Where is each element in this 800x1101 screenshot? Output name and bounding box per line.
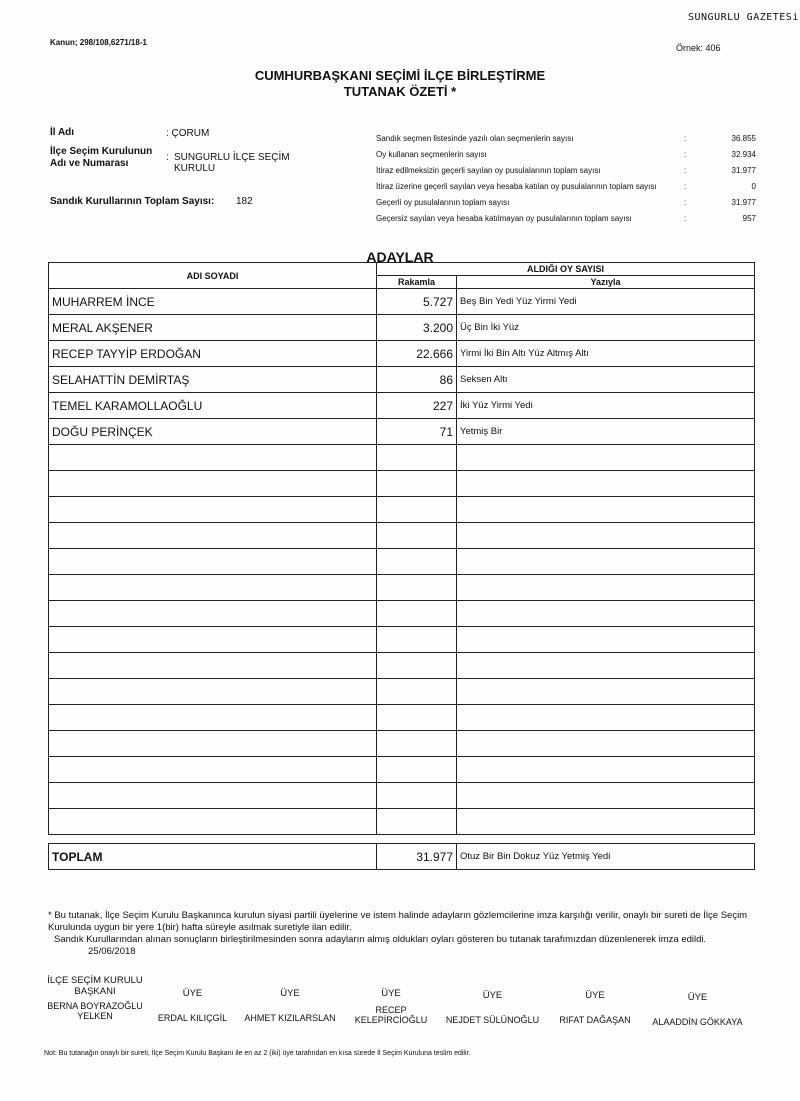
- council-value-line-1: SUNGURLU İLÇE SEÇİM: [174, 152, 290, 163]
- candidate-name: MERAL AKŞENER: [49, 315, 377, 341]
- signature-name: RECEP KELEPİRCİOĞLU: [354, 1005, 428, 1025]
- empty-row: [49, 471, 755, 497]
- signature-role: İLÇE SEÇİM KURULU BAŞKANI: [47, 975, 143, 997]
- signature-name: BERNA BOYRAZOĞLU YELKEN: [47, 1001, 143, 1021]
- stat-label: Geçersiz sayılan veya hesaba katılmayan oy pusulalarının toplam sayısı: [376, 213, 632, 223]
- candidates-table: [48, 262, 755, 870]
- total-row: [49, 844, 755, 870]
- stat-row: Sandık seçmen listesinde yazılı olan seçmenlerin sayısı : 36.855: [376, 133, 756, 143]
- footnote-line-1: * Bu tutanak, İlçe Seçim Kurulu Başkanınca kurulun siyasi partili üyelerine ve istem halinde adayların gözlemcilerine imza karşılığı verilir, onaylı bir sureti de İlçe Seçim Kurulunda uygun bir yere 1(bir) hafta süreyle asılmak suretiyle ilan edilir.: [48, 910, 748, 933]
- signature-role: ÜYE: [182, 988, 203, 999]
- empty-row: [49, 731, 755, 757]
- province-value: : ÇORUM: [166, 128, 210, 139]
- candidate-name: SELAHATTİN DEMİRTAŞ: [49, 367, 377, 393]
- signature-role: ÜYE: [482, 990, 503, 1001]
- stat-row: İtiraz edilmeksizin geçerli sayılan oy pusulalarının toplam sayısı : 31.977: [376, 165, 756, 175]
- votes-number: 86: [377, 367, 457, 393]
- votes-words: Üç Bin İki Yüz: [457, 315, 755, 341]
- table-row: [49, 341, 755, 367]
- signature-block: [440, 990, 545, 1025]
- candidates-heading: ADAYLAR: [366, 249, 434, 265]
- votes-number: 22.666: [377, 341, 457, 367]
- candidate-name: MUHARREM İNCE: [49, 289, 377, 315]
- votes-number: 5.727: [377, 289, 457, 315]
- empty-row: [49, 497, 755, 523]
- empty-row: [49, 757, 755, 783]
- stat-row: Geçersiz sayılan veya hesaba katılmayan oy pusulalarının toplam sayısı : 957: [376, 213, 756, 223]
- candidate-name: TEMEL KARAMOLLAOĞLU: [49, 393, 377, 419]
- stat-row: Geçerli oy pusulalarının toplam sayısı : 31.977: [376, 197, 756, 207]
- spacer-row: [49, 835, 755, 844]
- empty-row: [49, 549, 755, 575]
- candidate-name: DOĞU PERİNÇEK: [49, 419, 377, 445]
- vote-statistics: [376, 130, 756, 226]
- header-votes: ALDIĞI OY SAYISI: [377, 263, 755, 276]
- province-label: İl Adı: [50, 127, 75, 138]
- title-line-2: TUTANAK ÖZETİ *: [343, 84, 457, 99]
- newspaper-stamp: SUNGURLU GAZETESi: [688, 12, 799, 23]
- stat-value: 32.934: [731, 149, 756, 159]
- council-label: [50, 146, 152, 170]
- signature-name: AHMET KIZILARSLAN: [244, 1013, 336, 1023]
- empty-row: [49, 601, 755, 627]
- council-colon: :: [166, 152, 169, 163]
- header-yaziyla: Yazıyla: [457, 276, 755, 289]
- signature-role: ÜYE: [687, 992, 708, 1003]
- empty-row: [49, 705, 755, 731]
- law-reference: Kanun; 298/108,6271/18-1: [50, 38, 147, 47]
- footnote-line-2: Sandık Kurullarından alınan sonuçların birleştirilmesinden sonra adayların almış oldukları oyları gösteren bu tutanak tarafımızdan düzenlenerek imza edildi.: [54, 934, 707, 945]
- stat-row: Oy kullanan seçmenlerin sayısı : 32.934: [376, 149, 756, 159]
- signature-role: ÜYE: [585, 990, 605, 1001]
- signature-name: ALAADDİN GÖKKAYA: [652, 1017, 743, 1027]
- votes-words: Yetmiş Bir: [457, 419, 755, 445]
- table-row: [49, 315, 755, 341]
- stat-row: İtiraz üzerine geçerli sayılan veya hesaba katılan oy pusulalarının toplam sayısı : 0: [376, 181, 756, 191]
- empty-row: [49, 445, 755, 471]
- empty-row: [49, 653, 755, 679]
- stat-value: 957: [742, 213, 756, 223]
- stat-label: Oy kullanan seçmenlerin sayısı: [376, 149, 487, 159]
- table-row: [49, 367, 755, 393]
- footer-note: Not: Bu tutanağın onaylı bir sureti, İlçe Seçim Kurulu Başkanı ile en az 2 (iki) üye tarafından en kısa sürede İl Seçim Kuruluna teslim edilir.: [44, 1050, 471, 1057]
- signature-name: RIFAT DAĞAŞAN: [559, 1015, 631, 1025]
- votes-number: 3.200: [377, 315, 457, 341]
- ballot-box-count-label: Sandık Kurullarının Toplam Sayısı:: [50, 196, 215, 207]
- signature-block: [240, 988, 340, 1023]
- signature-block: [350, 988, 432, 1025]
- stat-label: Sandık seçmen listesinde yazılı olan seçmenlerin sayısı: [376, 133, 574, 143]
- votes-words: İki Yüz Yirmi Yedi: [457, 393, 755, 419]
- table-row: [49, 419, 755, 445]
- signature-block: [150, 988, 235, 1023]
- stat-value: 31.977: [731, 165, 756, 175]
- signature-name: NEJDET SÜLÜNOĞLU: [445, 1015, 540, 1025]
- signature-block: [40, 975, 150, 1021]
- signature-block: [550, 990, 640, 1025]
- document-title: [0, 68, 800, 100]
- ballot-box-count-value: 182: [236, 196, 253, 207]
- signature-role: ÜYE: [280, 988, 300, 999]
- signature-block: [645, 992, 750, 1027]
- signing-date: 25/06/2018: [88, 946, 136, 957]
- council-label-line-2: Adı ve Numarası: [50, 158, 129, 169]
- stat-value: 36.855: [731, 133, 756, 143]
- empty-row: [49, 679, 755, 705]
- signature-role: ÜYE: [381, 988, 401, 999]
- total-number: 31.977: [377, 844, 457, 870]
- stat-label: Geçerli oy pusulalarının toplam sayısı: [376, 197, 510, 207]
- candidate-name: RECEP TAYYİP ERDOĞAN: [49, 341, 377, 367]
- stat-label: İtiraz edilmeksizin geçerli sayılan oy pusulalarının toplam sayısı: [376, 165, 601, 175]
- empty-row: [49, 627, 755, 653]
- total-words: Otuz Bir Bin Dokuz Yüz Yetmiş Yedi: [457, 844, 755, 870]
- empty-row: [49, 809, 755, 835]
- header-name: ADI SOYADI: [49, 263, 377, 289]
- votes-words: Yirmi İki Bin Altı Yüz Altmış Altı: [457, 341, 755, 367]
- votes-number: 71: [377, 419, 457, 445]
- stat-label: İtiraz üzerine geçerli sayılan veya hesaba katılan oy pusulalarının toplam sayısı: [376, 181, 657, 191]
- stat-value: 31.977: [731, 197, 756, 207]
- council-value: [174, 152, 290, 174]
- stat-value: 0: [751, 181, 756, 191]
- empty-row: [49, 575, 755, 601]
- table-row: [49, 289, 755, 315]
- signature-name: ERDAL KILIÇGİL: [157, 1013, 228, 1023]
- table-header-row: [49, 263, 755, 276]
- empty-row: [49, 523, 755, 549]
- empty-row: [49, 783, 755, 809]
- title-line-1: CUMHURBAŞKANI SEÇİMİ İLÇE BİRLEŞTİRME: [254, 68, 546, 83]
- council-label-line-1: İlçe Seçim Kurulunun: [50, 146, 153, 157]
- header-rakamla: Rakamla: [377, 276, 457, 289]
- table-row: [49, 393, 755, 419]
- total-label: TOPLAM: [49, 844, 377, 870]
- votes-words: Seksen Altı: [457, 367, 755, 393]
- footnote: [48, 910, 758, 958]
- council-value-line-2: KURULU: [174, 163, 216, 174]
- votes-number: 227: [377, 393, 457, 419]
- votes-words: Beş Bin Yedi Yüz Yirmi Yedi: [457, 289, 755, 315]
- form-number: Örnek: 406: [676, 43, 721, 53]
